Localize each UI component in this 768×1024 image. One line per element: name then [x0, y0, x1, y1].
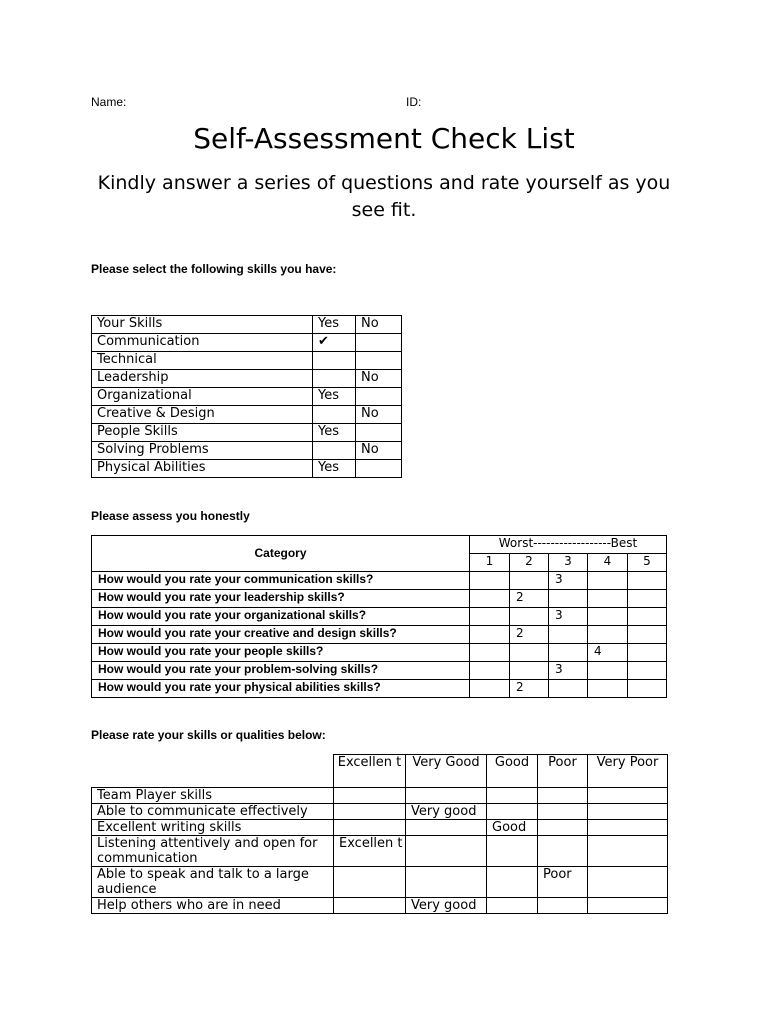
- quality-name: Excellent writing skills: [92, 820, 334, 836]
- quality-rating: [406, 788, 487, 804]
- rating-cell: [588, 572, 628, 590]
- qualities-table: [91, 754, 668, 914]
- skill-answer: [313, 442, 356, 460]
- table-row: [92, 898, 668, 914]
- quality-rating: [588, 804, 668, 820]
- assessment-question: How would you rate your physical abilities skills?: [92, 680, 470, 698]
- assessment-question: How would you rate your people skills?: [92, 644, 470, 662]
- quality-rating: [538, 836, 588, 867]
- quality-rating: [538, 898, 588, 914]
- quality-rating: [487, 867, 538, 898]
- quality-rating: [487, 788, 538, 804]
- quality-rating: [538, 788, 588, 804]
- table-row: [92, 804, 668, 820]
- rating-cell: [588, 680, 628, 698]
- rating-cell: [510, 662, 549, 680]
- rating-cell: [470, 644, 510, 662]
- scale-number: 2: [510, 554, 549, 572]
- quality-rating: [588, 836, 668, 867]
- quality-rating: [334, 820, 406, 836]
- rating-cell: [628, 644, 667, 662]
- table-row: [92, 788, 668, 804]
- skill-answer: [356, 352, 402, 370]
- quality-rating: Very good: [406, 804, 487, 820]
- rating-cell: [470, 662, 510, 680]
- quality-rating: Poor: [538, 867, 588, 898]
- skill-name: Leadership: [92, 370, 313, 388]
- quality-name: Help others who are in need: [92, 898, 334, 914]
- quality-rating: [588, 820, 668, 836]
- quality-rating: [588, 867, 668, 898]
- skills-table: [91, 315, 402, 478]
- skill-answer: [356, 460, 402, 478]
- quality-name: Able to communicate effectively: [92, 804, 334, 820]
- table-row: [92, 572, 667, 590]
- rating-value: 3: [549, 662, 588, 680]
- rating-cell: [628, 662, 667, 680]
- rating-cell: [470, 680, 510, 698]
- quality-name: Team Player skills: [92, 788, 334, 804]
- skill-name: People Skills: [92, 424, 313, 442]
- skill-answer: No: [356, 370, 402, 388]
- id-label: ID:: [406, 95, 422, 109]
- table-row: [92, 867, 668, 898]
- rating-cell: [628, 626, 667, 644]
- assessment-question: How would you rate your organizational skills?: [92, 608, 470, 626]
- quality-rating: Good: [487, 820, 538, 836]
- quality-rating: [406, 820, 487, 836]
- skill-name: Physical Abilities: [92, 460, 313, 478]
- section3-heading: Please rate your skills or qualities below:: [91, 728, 326, 742]
- rating-cell: [628, 608, 667, 626]
- skill-name: Creative & Design: [92, 406, 313, 424]
- rating-value: 3: [549, 572, 588, 590]
- rating-value: 2: [510, 590, 549, 608]
- skills-header-cell: No: [356, 316, 402, 334]
- table-row: [92, 424, 402, 442]
- scale-number: 4: [588, 554, 628, 572]
- quality-rating: [334, 898, 406, 914]
- skill-answer: Yes: [313, 460, 356, 478]
- table-row: [92, 662, 667, 680]
- page-title: Self-Assessment Check List: [193, 122, 575, 155]
- rating-value: 4: [588, 644, 628, 662]
- rating-cell: [628, 572, 667, 590]
- skills-header-cell: Your Skills: [92, 316, 313, 334]
- rating-cell: [628, 680, 667, 698]
- rating-header: Excellen t: [334, 755, 406, 788]
- category-header: Category: [92, 536, 470, 572]
- skills-header-row: [92, 316, 402, 334]
- table-row: [92, 644, 667, 662]
- scale-label: Worst------------------Best: [470, 536, 667, 554]
- table-row: [92, 590, 667, 608]
- skill-name: Communication: [92, 334, 313, 352]
- table-row: [92, 334, 402, 352]
- page-subtitle: Kindly answer a series of questions and rate yourself as you see fit.: [97, 172, 671, 221]
- scale-number: 3: [549, 554, 588, 572]
- rating-header: Good: [487, 755, 538, 788]
- rating-cell: [549, 590, 588, 608]
- quality-rating: [334, 867, 406, 898]
- skill-answer: No: [356, 406, 402, 424]
- assessment-table: [91, 535, 667, 698]
- skill-answer: [313, 406, 356, 424]
- rating-header: Very Good: [406, 755, 487, 788]
- scale-number: 5: [628, 554, 667, 572]
- rating-cell: [510, 608, 549, 626]
- qualities-header-row: [92, 755, 668, 788]
- table-row: [92, 406, 402, 424]
- table-row: [92, 460, 402, 478]
- scale-number: 1: [470, 554, 510, 572]
- section2-heading: Please assess you honestly: [91, 509, 250, 523]
- table-row: [92, 370, 402, 388]
- skill-name: Solving Problems: [92, 442, 313, 460]
- rating-cell: [549, 680, 588, 698]
- quality-rating: [538, 820, 588, 836]
- skill-answer: [356, 424, 402, 442]
- skill-answer: [356, 388, 402, 406]
- quality-rating: Excellen t: [334, 836, 406, 867]
- rating-cell: [588, 662, 628, 680]
- quality-name: Able to speak and talk to a large audience: [92, 867, 334, 898]
- name-label: Name:: [91, 95, 127, 109]
- skill-answer: Yes: [313, 424, 356, 442]
- skills-header-cell: Yes: [313, 316, 356, 334]
- quality-rating: [334, 788, 406, 804]
- assessment-question: How would you rate your communication skills?: [92, 572, 470, 590]
- rating-cell: [588, 626, 628, 644]
- rating-cell: [549, 644, 588, 662]
- skill-answer: [356, 334, 402, 352]
- rating-cell: [470, 626, 510, 644]
- table-row: [92, 626, 667, 644]
- skill-answer: ✔: [313, 334, 356, 352]
- rating-value: 2: [510, 626, 549, 644]
- rating-header: Poor: [538, 755, 588, 788]
- assessment-question: How would you rate your problem-solving skills?: [92, 662, 470, 680]
- quality-rating: [487, 804, 538, 820]
- rating-header: Very Poor: [588, 755, 668, 788]
- rating-cell: [510, 644, 549, 662]
- quality-rating: [406, 836, 487, 867]
- table-row: [92, 836, 668, 867]
- assessment-header-row: [92, 536, 667, 554]
- skill-answer: [313, 352, 356, 370]
- rating-cell: [588, 608, 628, 626]
- rating-cell: [470, 572, 510, 590]
- assessment-question: How would you rate your creative and design skills?: [92, 626, 470, 644]
- skill-answer: Yes: [313, 388, 356, 406]
- table-row: [92, 820, 668, 836]
- table-row: [92, 442, 402, 460]
- skill-name: Technical: [92, 352, 313, 370]
- empty-header-cell: [92, 755, 334, 788]
- quality-rating: [487, 898, 538, 914]
- skill-answer: No: [356, 442, 402, 460]
- rating-value: 3: [549, 608, 588, 626]
- table-row: [92, 388, 402, 406]
- rating-value: 2: [510, 680, 549, 698]
- table-row: [92, 608, 667, 626]
- section1-heading: Please select the following skills you have:: [91, 262, 337, 276]
- quality-rating: [588, 898, 668, 914]
- quality-rating: [588, 788, 668, 804]
- rating-cell: [470, 590, 510, 608]
- skill-name: Organizational: [92, 388, 313, 406]
- rating-cell: [588, 590, 628, 608]
- rating-cell: [510, 572, 549, 590]
- quality-rating: [487, 836, 538, 867]
- rating-cell: [549, 626, 588, 644]
- quality-rating: [334, 804, 406, 820]
- assessment-question: How would you rate your leadership skills?: [92, 590, 470, 608]
- skill-answer: [313, 370, 356, 388]
- rating-cell: [470, 608, 510, 626]
- quality-rating: [406, 867, 487, 898]
- quality-rating: [538, 804, 588, 820]
- rating-cell: [628, 590, 667, 608]
- quality-name: Listening attentively and open for communication: [92, 836, 334, 867]
- quality-rating: Very good: [406, 898, 487, 914]
- table-row: [92, 680, 667, 698]
- table-row: [92, 352, 402, 370]
